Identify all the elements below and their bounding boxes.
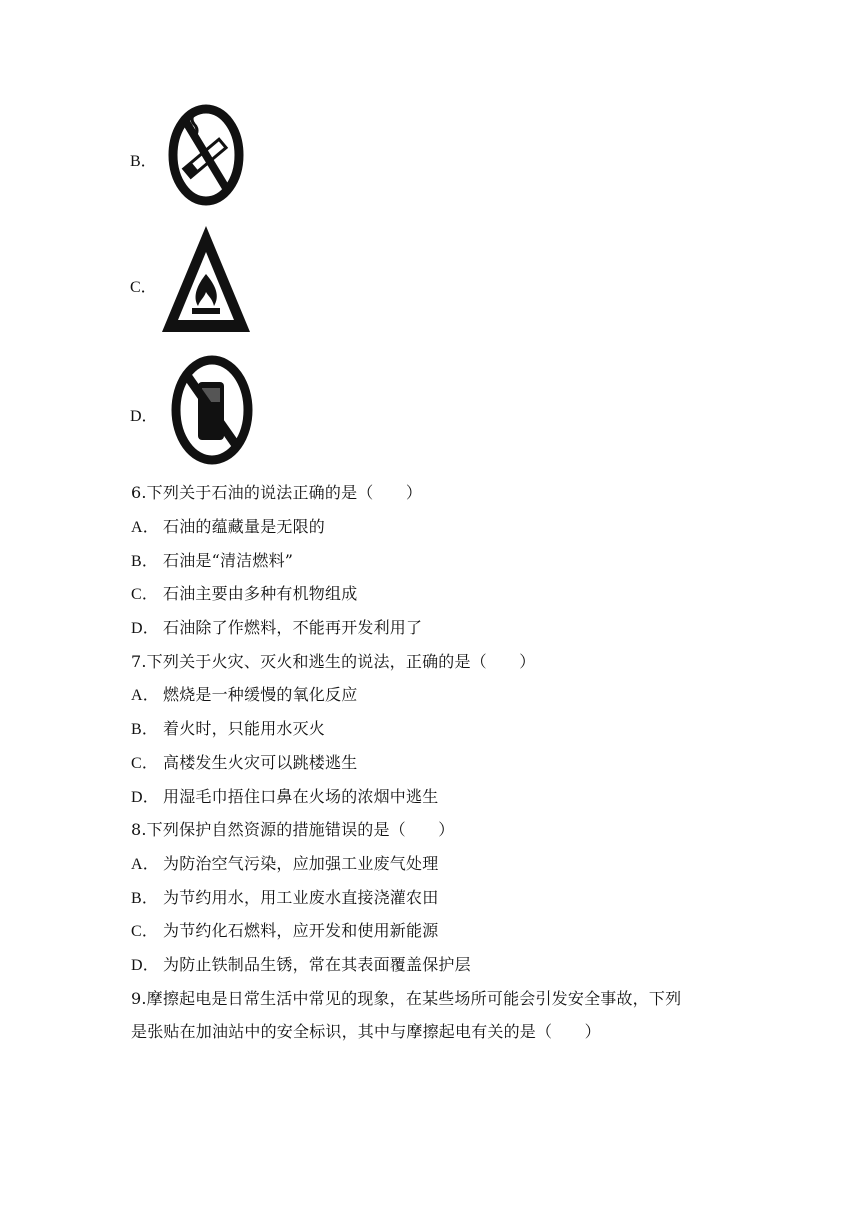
option-letter: D． (131, 620, 159, 637)
option-text: 为防止铁制品生锈，常在其表面覆盖保护层 (163, 955, 471, 974)
option-letter: B． (131, 553, 159, 570)
option-d-label: D． (130, 408, 158, 425)
option-text: 着火时，只能用水灭火 (163, 719, 326, 738)
option-letter: D． (131, 789, 159, 806)
option-c-label: C． (130, 279, 157, 296)
option-letter: B． (131, 721, 159, 738)
option-text: 石油除了作燃料，不能再开发利用了 (163, 618, 423, 637)
option-b-label: B． (130, 153, 157, 170)
option-text: 为防治空气污染，应加强工业废气处理 (163, 854, 439, 873)
question-8-option-a (131, 854, 438, 875)
option-text: 燃烧是一种缓慢的氧化反应 (163, 685, 358, 704)
question-9-stem-line-1: 9.摩擦起电是日常生活中常见的现象，在某些场所可能会引发安全事故，下列 (131, 989, 682, 1008)
option-letter: C． (131, 923, 159, 940)
option-text: 为节约化石燃料，应开发和使用新能源 (163, 921, 439, 940)
question-6-stem: 6.下列关于石油的说法正确的是（ ） (131, 483, 423, 502)
option-text: 石油是“清洁燃料” (163, 551, 294, 570)
question-8-stem: 8.下列保护自然资源的措施错误的是（ ） (131, 820, 455, 839)
question-7-stem: 7.下列关于火灾、灭火和逃生的说法，正确的是（ ） (131, 652, 536, 671)
question-7-option-a (131, 685, 357, 706)
question-8-option-c (131, 921, 438, 942)
option-letter: C． (131, 755, 159, 772)
flammable-warning-icon (158, 222, 254, 338)
question-7-option-b (131, 719, 325, 740)
question-6-option-b (131, 551, 293, 572)
option-letter: A． (131, 519, 159, 536)
question-6-option-d (131, 618, 422, 639)
option-letter: B． (131, 890, 159, 907)
no-mobile-phone-icon (168, 352, 256, 468)
question-7-option-c (131, 753, 357, 774)
question-7-option-d (131, 787, 438, 808)
option-text: 高楼发生火灾可以跳楼逃生 (163, 753, 358, 772)
question-8-option-b (131, 888, 438, 909)
question-6-option-a (131, 517, 325, 538)
option-text: 用湿毛巾捂住口鼻在火场的浓烟中逃生 (163, 787, 439, 806)
option-letter: D． (131, 957, 159, 974)
option-text: 为节约用水，用工业废水直接浇灌农田 (163, 888, 439, 907)
question-6-option-c (131, 584, 357, 605)
option-letter: A． (131, 687, 159, 704)
option-letter: A． (131, 856, 159, 873)
no-smoking-icon (166, 100, 246, 210)
option-text: 石油主要由多种有机物组成 (163, 584, 358, 603)
question-9-stem-line-2: 是张贴在加油站中的安全标识，其中与摩擦起电有关的是（ ） (131, 1022, 601, 1041)
question-8-option-d (131, 955, 471, 976)
option-letter: C． (131, 586, 159, 603)
option-text: 石油的蕴藏量是无限的 (163, 517, 326, 536)
